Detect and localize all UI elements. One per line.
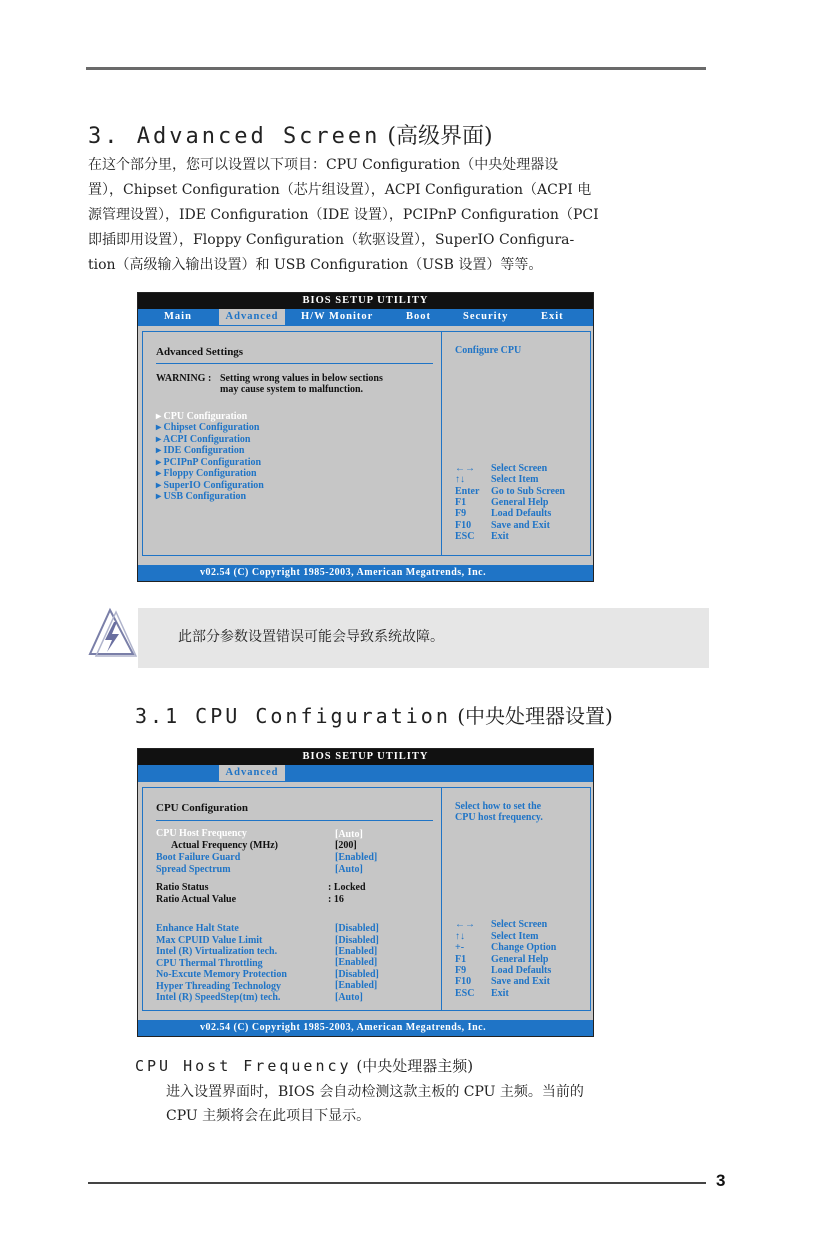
key-desc: General Help xyxy=(491,497,549,508)
bios-tab-bar xyxy=(138,309,593,326)
key-name: ↑↓ xyxy=(455,474,465,485)
note-text: 此部分参数设置错误可能会导致系统故障。 xyxy=(178,629,444,645)
warning-line: may cause system to malfunction. xyxy=(220,384,364,395)
key-hint xyxy=(455,954,549,965)
menu-item-label: CPU Configuration xyxy=(163,411,248,422)
subsection-title-cn: (中央处理器设置) xyxy=(457,704,613,728)
setting-value[interactable]: [Enabled] xyxy=(335,980,378,991)
top-rule xyxy=(86,67,706,70)
subsection-title-en: 3.1 CPU Configuration xyxy=(135,704,451,728)
help-text: Select how to set the xyxy=(455,801,542,812)
key-desc: Select Screen xyxy=(491,463,548,474)
key-name: +- xyxy=(455,942,465,953)
bios-footer: v02.54 (C) Copyright 1985-2003, American Megatrends, Inc. xyxy=(138,1020,593,1036)
ratio-actual-value: : 16 xyxy=(328,894,344,905)
tab-security[interactable]: Security xyxy=(463,311,509,322)
ratio-actual-label: Ratio Actual Value xyxy=(156,894,237,905)
item-description xyxy=(166,1080,726,1128)
menu-item-label: USB Configuration xyxy=(163,491,247,502)
menu-item-ide-configuration[interactable]: ▸ IDE Configuration xyxy=(156,445,245,456)
tab-exit[interactable]: Exit xyxy=(541,311,564,322)
panel-heading: CPU Configuration xyxy=(156,802,248,814)
key-name: F1 xyxy=(455,954,467,965)
setting-value[interactable]: [Auto] xyxy=(335,992,363,1003)
menu-item-acpi-configuration[interactable]: ▸ ACPI Configuration xyxy=(156,434,251,445)
item-title-cn: (中央处理器主频) xyxy=(356,1057,474,1075)
key-desc: Select Item xyxy=(491,931,539,942)
menu-item-cpu-configuration[interactable]: ▸ CPU Configuration xyxy=(156,411,248,422)
paragraph-line: 即插即用设置），Floppy Configuration（软驱设置），SuperIO Configura- xyxy=(88,232,575,248)
key-desc: Go to Sub Screen xyxy=(491,486,565,497)
bios-title-bar: BIOS SETUP UTILITY xyxy=(138,749,593,765)
key-desc: General Help xyxy=(491,954,549,965)
paragraph-line: 置），Chipset Configuration（芯片组设置），ACPI Configuration（ACPI 电 xyxy=(88,182,592,198)
page-number: 3 xyxy=(716,1171,726,1190)
key-hint xyxy=(455,965,551,976)
paragraph-line: 源管理设置），IDE Configuration（IDE 设置），PCIPnP Configuration（PCI xyxy=(88,207,599,223)
menu-item-label: Chipset Configuration xyxy=(163,422,260,433)
setting-cpu-host-frequency[interactable]: CPU Host Frequency xyxy=(156,828,247,839)
key-hint xyxy=(455,976,550,987)
subsection-title xyxy=(135,700,613,729)
key-hint xyxy=(455,497,549,508)
tab-boot[interactable]: Boot xyxy=(406,311,431,322)
key-desc: Select Screen xyxy=(491,919,548,930)
key-hint xyxy=(455,463,547,474)
menu-item-superio-configuration[interactable]: ▸ SuperIO Configuration xyxy=(156,480,264,491)
menu-item-pcipnp-configuration[interactable]: ▸ PCIPnP Configuration xyxy=(156,457,262,468)
setting-value[interactable]: [Enabled] xyxy=(335,946,378,957)
section-title-cn: (高级界面) xyxy=(387,124,493,149)
menu-item-label: ACPI Configuration xyxy=(162,434,251,445)
setting-cpu-thermal-throttling[interactable]: CPU Thermal Throttling xyxy=(156,958,263,969)
menu-item-label: PCIPnP Configuration xyxy=(163,457,262,468)
key-name: F9 xyxy=(455,965,467,976)
bios-tab-bar xyxy=(138,765,593,782)
key-desc: Load Defaults xyxy=(491,508,552,519)
key-hint xyxy=(455,919,547,930)
menu-item-usb-configuration[interactable]: ▸ USB Configuration xyxy=(156,491,247,502)
warning-line: Setting wrong values in below sections xyxy=(220,373,383,384)
setting-actual-frequency: Actual Frequency (MHz) xyxy=(171,840,279,851)
paragraph-line: 在这个部分里，您可以设置以下项目：CPU Configuration（中央处理器设 xyxy=(88,157,559,173)
key-name: ESC xyxy=(455,988,475,999)
setting-max-cpuid-value-limit[interactable]: Max CPUID Value Limit xyxy=(156,935,263,946)
setting-value[interactable]: [Disabled] xyxy=(335,923,379,934)
menu-item-chipset-configuration[interactable]: ▸ Chipset Configuration xyxy=(156,422,260,433)
key-hint xyxy=(455,474,538,485)
menu-item-label: SuperIO Configuration xyxy=(163,480,264,491)
bios-cpu-configuration-screenshot xyxy=(137,748,594,1037)
key-name: ↑↓ xyxy=(455,931,465,942)
key-name: Enter xyxy=(455,486,480,497)
tab-hw-monitor[interactable]: H/W Monitor xyxy=(301,311,374,322)
bios-footer: v02.54 (C) Copyright 1985-2003, American Megatrends, Inc. xyxy=(138,565,593,581)
section-title xyxy=(88,119,493,150)
ratio-status-value: : Locked xyxy=(328,882,366,893)
key-desc: Save and Exit xyxy=(491,976,550,987)
help-text: CPU host frequency. xyxy=(455,812,543,823)
setting-spread-spectrum[interactable]: Spread Spectrum xyxy=(156,864,231,875)
key-hint xyxy=(455,531,509,542)
setting-value[interactable]: [Auto] xyxy=(335,864,363,875)
key-name: F1 xyxy=(455,497,467,508)
help-text: Configure CPU xyxy=(455,345,522,356)
bios-advanced-screenshot xyxy=(137,292,594,582)
key-hint xyxy=(455,486,565,497)
key-hint xyxy=(455,508,551,519)
section-paragraph xyxy=(88,153,712,278)
key-desc: Change Option xyxy=(491,942,557,953)
description-line: 进入设置界面时，BIOS 会自动检测这款主板的 CPU 主频。当前的 xyxy=(166,1084,584,1100)
key-desc: Select Item xyxy=(491,474,539,485)
key-desc: Save and Exit xyxy=(491,520,550,531)
setting-no-execute-memory-protection[interactable]: No-Excute Memory Protection xyxy=(156,969,287,980)
menu-item-label: Floppy Configuration xyxy=(163,468,257,479)
key-name: F10 xyxy=(455,520,472,531)
paragraph-line: tion（高级输入输出设置）和 USB Configuration（USB 设置）等等。 xyxy=(88,257,543,273)
key-hint xyxy=(455,942,556,953)
section-title-en: 3. Advanced Screen xyxy=(88,124,381,149)
menu-item-label: IDE Configuration xyxy=(163,445,245,456)
key-hint xyxy=(455,988,509,999)
setting-speedstep-tech[interactable]: Intel (R) SpeedStep(tm) tech. xyxy=(156,992,281,1003)
key-desc: Load Defaults xyxy=(491,965,552,976)
bios-title-bar: BIOS SETUP UTILITY xyxy=(138,293,593,309)
key-name: F10 xyxy=(455,976,472,987)
key-desc: Exit xyxy=(491,988,509,999)
warning-label: WARNING : xyxy=(156,373,212,384)
setting-value[interactable]: [Enabled] xyxy=(335,852,378,863)
warning-lightning-icon xyxy=(88,606,138,660)
item-title xyxy=(135,1055,473,1076)
setting-value: [200] xyxy=(335,840,357,851)
tab-advanced[interactable]: Advanced xyxy=(218,309,286,326)
setting-hyper-threading[interactable]: Hyper Threading Technology xyxy=(156,981,282,992)
menu-item-floppy-configuration[interactable]: ▸ Floppy Configuration xyxy=(156,468,257,479)
key-name: F9 xyxy=(455,508,467,519)
key-name: ←→ xyxy=(455,463,475,474)
setting-value[interactable]: [Enabled] xyxy=(335,957,378,968)
key-hint xyxy=(455,520,550,531)
panel-heading: Advanced Settings xyxy=(156,346,244,358)
key-hint xyxy=(455,931,538,942)
setting-value[interactable]: [Disabled] xyxy=(335,969,379,980)
setting-boot-failure-guard[interactable]: Boot Failure Guard xyxy=(156,852,241,863)
setting-virtualization-tech[interactable]: Intel (R) Virtualization tech. xyxy=(156,946,278,957)
ratio-status-label: Ratio Status xyxy=(156,882,209,893)
key-name: ESC xyxy=(455,531,475,542)
tab-main[interactable]: Main xyxy=(164,311,192,322)
key-desc: Exit xyxy=(491,531,509,542)
bottom-rule xyxy=(88,1182,706,1184)
setting-value[interactable]: [Auto] xyxy=(335,829,363,840)
heading-divider xyxy=(156,820,433,821)
key-name: ←→ xyxy=(455,919,475,930)
tab-advanced[interactable]: Advanced xyxy=(218,765,286,782)
heading-divider xyxy=(156,363,433,364)
item-title-en: CPU Host Frequency xyxy=(135,1057,352,1075)
setting-value[interactable]: [Disabled] xyxy=(335,935,379,946)
setting-enhance-halt-state[interactable]: Enhance Halt State xyxy=(156,923,239,934)
description-line: CPU 主频将会在此项目下显示。 xyxy=(166,1108,371,1124)
